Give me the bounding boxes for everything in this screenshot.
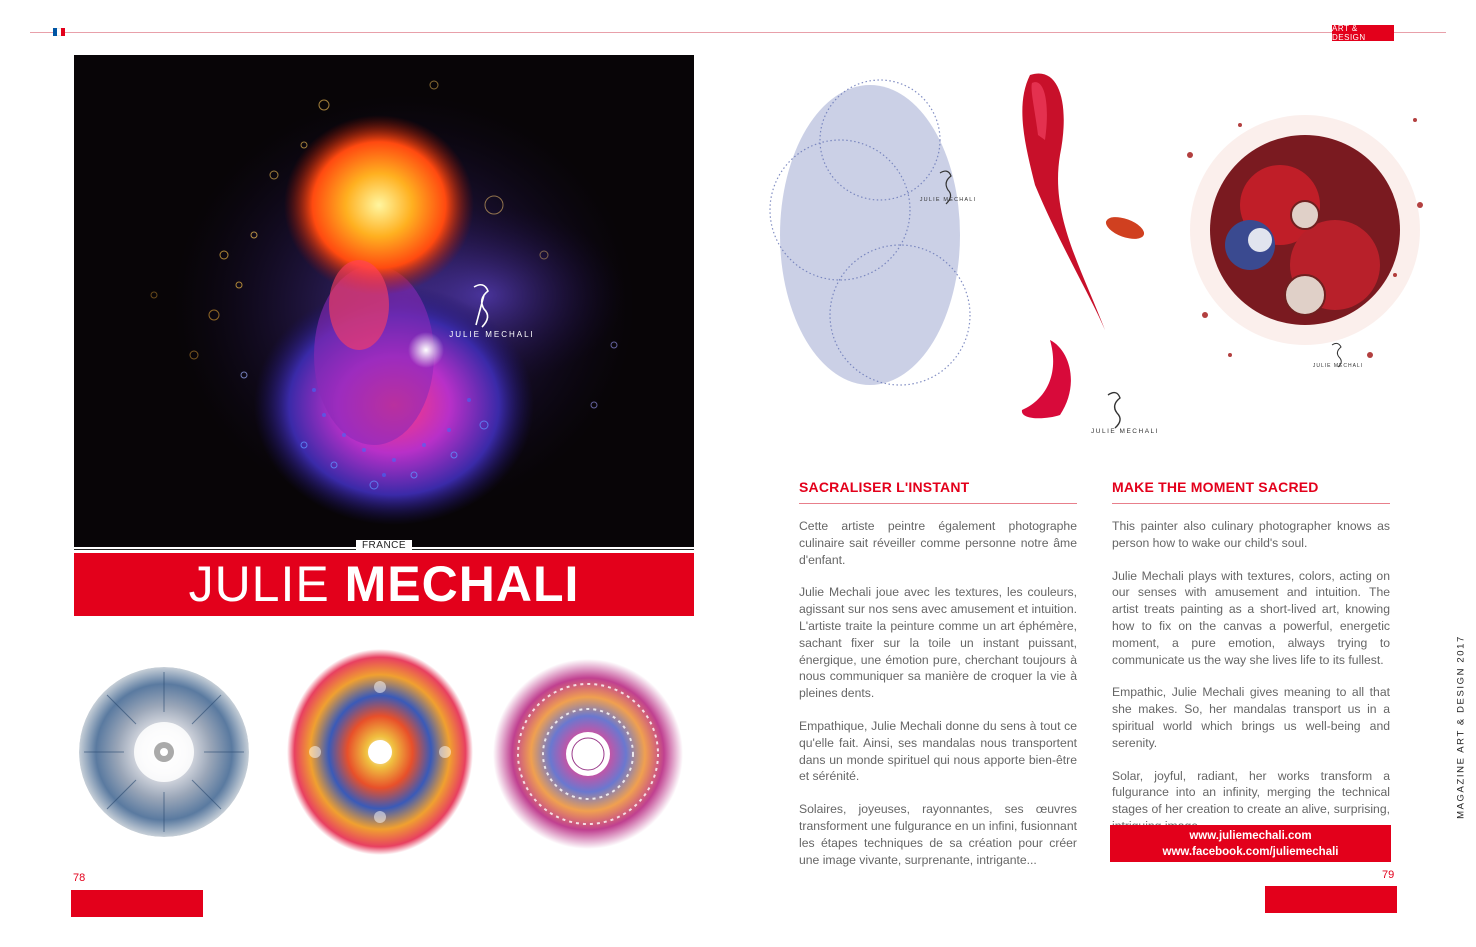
hero-artwork-graphic bbox=[74, 55, 694, 547]
article-column-french bbox=[799, 478, 1077, 884]
artist-name-banner bbox=[74, 553, 694, 616]
paragraph-english-2: Julie Mechali plays with textures, colors, acting on our senses with amusement and intuition. The artist treats painting as a short-lived art, knowing how to fix on the canvas a powerful, energetic moment, a pure emotion, always trying to communicate us the way she lives life to its fullest. bbox=[1112, 568, 1390, 667]
article-column-english bbox=[1112, 478, 1390, 851]
art-watermark-1: JULIE MECHALI bbox=[919, 197, 977, 203]
artist-last-name: MECHALI bbox=[344, 556, 580, 612]
heading-french: SACRALISER L'INSTANT bbox=[799, 479, 970, 495]
facebook-link[interactable]: www.facebook.com/juliemechali bbox=[1162, 846, 1339, 858]
right-artwork-graphic bbox=[760, 65, 1440, 440]
mandala-image-2 bbox=[285, 647, 475, 857]
mandala-graphic-1 bbox=[79, 667, 249, 837]
heading-rule-french bbox=[799, 503, 1077, 504]
left-page-tab bbox=[71, 890, 203, 917]
flag-stripe-red bbox=[61, 28, 65, 36]
paragraph-english-3: Empathic, Julie Mechali gives meaning to all that she makes. So, her mandalas transport us in a spiritual world which brings us well-being and serenity. bbox=[1112, 685, 1390, 750]
paragraph-french-2: Julie Mechali joue avec les textures, les couleurs, agissant sur nos sens avec amusement et intuition. L'artiste traite la peinture comme un art éphémère, sachant fixer sur la toile un instant puissant, énergique, une émotion pure, cherchant toujours à nous communiquer sa manière de croquer la vie à pleines dents. bbox=[799, 585, 1077, 701]
paragraph-english-4: Solar, joyful, radiant, her works transform a fulgurance into an infinity, merging the technical stages of her creation to create an alive, surprising, bbox=[1112, 768, 1390, 817]
mandala-image-1 bbox=[79, 667, 249, 837]
heading-english: MAKE THE MOMENT SACRED bbox=[1112, 479, 1319, 495]
right-page-tab bbox=[1265, 886, 1397, 913]
mandala-graphic-2 bbox=[285, 647, 475, 857]
paragraph-french-3: Empathique, Julie Mechali donne du sens à tout ce qu'elle fait. Ainsi, ses mandalas nous transportent dans un monde spirituel qui nous apporte bien-être et sérénité. bbox=[799, 718, 1077, 784]
paragraph-english-1: This painter also culinary photographer knows as person how to wake our child's soul. bbox=[1112, 519, 1390, 550]
art-signature-icon-2 bbox=[1108, 393, 1120, 428]
paragraph-french-1: Cette artiste peintre également photographe culinaire sait réveiller comme personne notre âme d'enfant. bbox=[799, 519, 1077, 567]
hero-watermark: JULIE MECHALI bbox=[449, 330, 535, 339]
spine-text: MAGAZINE ART & DESIGN 2017 bbox=[1455, 635, 1467, 819]
heading-rule-english bbox=[1112, 503, 1390, 504]
page-number-right: 79 bbox=[1382, 869, 1395, 881]
right-page-artwork bbox=[760, 65, 1440, 440]
section-tag: ART & DESIGN bbox=[1332, 25, 1394, 41]
art-watermark-3: JULIE MECHALI bbox=[1312, 363, 1364, 369]
spine-text-wrap bbox=[1455, 612, 1467, 842]
art-watermark-2: JULIE MECHALI bbox=[1091, 428, 1159, 435]
paragraph-french-4: Solaires, joyeuses, rayonnantes, ses œuvres transforment une fulgurance en un infini, fusionnant les étapes techniques de sa création pour créer une image vivante, surprenante, intrigante... bbox=[799, 802, 1077, 867]
mandala-image-3 bbox=[492, 655, 684, 853]
artist-links-box bbox=[1110, 825, 1391, 862]
website-link[interactable]: www.juliemechali.com bbox=[1189, 830, 1312, 842]
artist-first-name: JULIE bbox=[188, 556, 330, 612]
mandala-graphic-3 bbox=[492, 655, 684, 853]
artist-country: FRANCE bbox=[356, 540, 412, 551]
france-flag-icon bbox=[53, 28, 65, 36]
hero-artwork bbox=[74, 55, 694, 547]
top-rule-left bbox=[30, 32, 740, 33]
artist-country-wrap bbox=[74, 540, 694, 551]
page-number-left: 78 bbox=[73, 872, 86, 884]
